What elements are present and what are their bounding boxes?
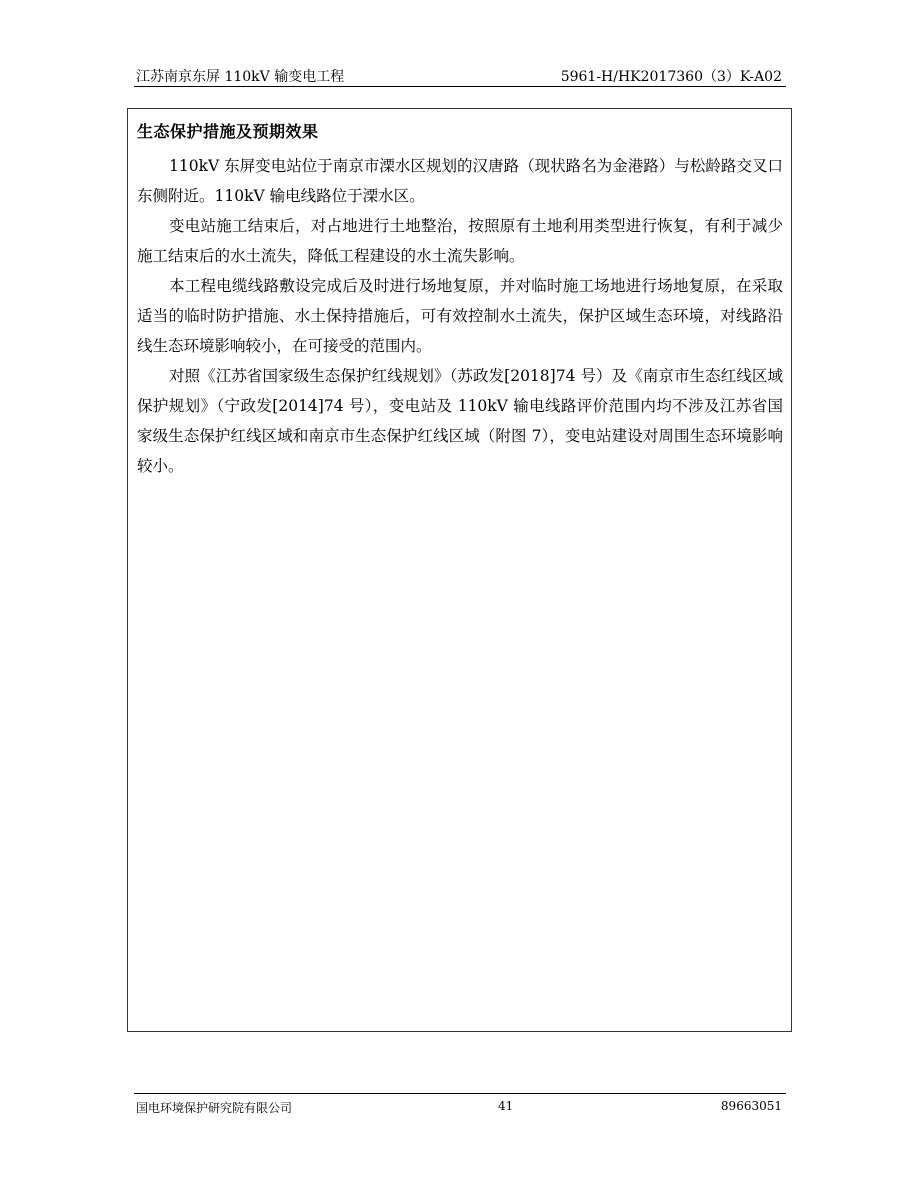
paragraph-cable-restoration: 本工程电缆线路敷设完成后及时进行场地复原，并对临时施工场地进行场地复原，在采取适当的临时防护措施、水土保持措施后，可有效控制水土流失，保护区域生态环境，对线路沿线生态环境影响较小，在可接受的范围内。 [137,277,783,355]
content-box [127,108,792,1032]
section-title: 生态保护措施及预期效果 [137,122,319,141]
page-number: 41 [498,1099,514,1113]
paragraph-redline-assessment: 对照《江苏省国家级生态保护红线规划》（苏政发[2018]74 号）及《南京市生态红线区域保护规划》（宁政发[2014]74 号），变电站及 110kV 输电线路评价范围内均不涉及江苏省国家级生态保护红线区域和南京市生态保护红线区域（附图 7），变电站建设对周围生态环境影响较小。 [137,367,783,475]
document-code: 5961-H/HK2017360（3）K-A02 [560,69,782,85]
footer-organization: 国电环境保护研究院有限公司 [136,1101,293,1115]
section-body [137,151,783,481]
page-footer [134,1093,786,1118]
page-header [134,64,786,87]
paragraph-substation-restoration: 变电站施工结束后，对占地进行土地整治，按照原有土地利用类型进行恢复，有利于减少施工结束后的水土流失，降低工程建设的水土流失影响。 [137,217,783,265]
paragraph-location: 110kV 东屏变电站位于南京市溧水区规划的汉唐路（现状路名为金港路）与松龄路交叉口东侧附近。110kV 输电线路位于溧水区。 [137,157,783,205]
footer-phone: 89663051 [720,1099,782,1113]
project-title: 江苏南京东屏 110kV 输变电工程 [136,69,345,85]
